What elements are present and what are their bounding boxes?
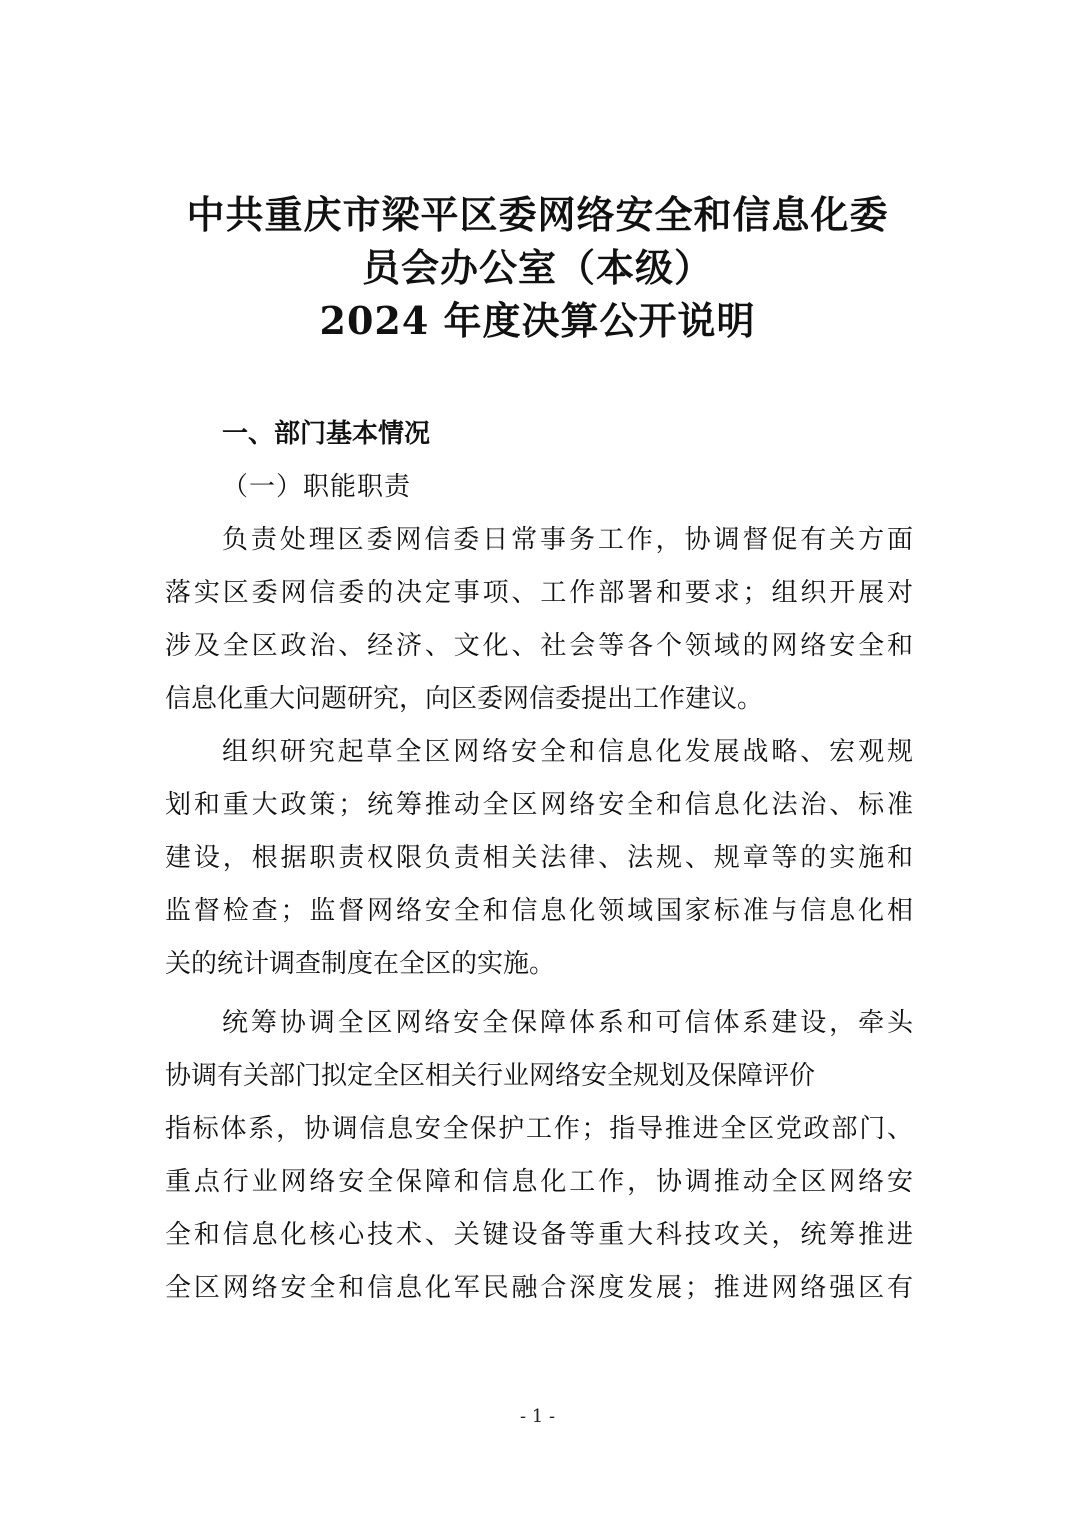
paragraph-1-line-3: 涉及全区政治、经济、文化、社会等各个领域的网络安全和 [165,631,913,661]
document-title-line-2: 员会办公室（本级） [361,245,713,290]
paragraph-1-line-1: 负责处理区委网信委日常事务工作，协调督促有关方面 [222,525,913,555]
paragraph-3-line-4: 重点行业网络安全保障和信息化工作，协调推动全区网络安 [165,1167,913,1197]
paragraph-2-line-3: 建设，根据职责权限负责相关法律、法规、规章等的实施和 [165,843,913,873]
paragraph-2-line-5: 关的统计调查制度在全区的实施。 [165,949,556,979]
paragraph-2-line-4: 监督检查；监督网络安全和信息化领域国家标准与信息化相 [165,896,913,926]
paragraph-1-line-2: 落实区委网信委的决定事项、工作部署和要求；组织开展对 [165,578,913,608]
document-title-line-3: 2024 年度决算公开说明 [319,298,756,343]
paragraph-3-line-3: 指标体系，协调信息安全保护工作；指导推进全区党政部门、 [165,1114,913,1144]
subsection-heading: （一）职能职责 [222,472,412,502]
document-title-line-1: 中共重庆市梁平区委网络安全和信息化委 [186,192,889,237]
paragraph-3-line-2: 协调有关部门拟定全区相关行业网络安全规划及保障评价 [165,1061,816,1091]
paragraph-3-line-5: 全和信息化核心技术、关键设备等重大科技攻关，统筹推进 [165,1220,913,1250]
paragraph-3-line-6: 全区网络安全和信息化军民融合深度发展；推进网络强区有 [165,1273,913,1303]
paragraph-2-line-2: 划和重大政策；统筹推动全区网络安全和信息化法治、标准 [165,790,913,820]
paragraph-2-line-1: 组织研究起草全区网络安全和信息化发展战略、宏观规 [222,737,913,767]
section-heading: 一、部门基本情况 [222,419,431,449]
page-number: - 1 - [519,1406,556,1427]
paragraph-1-line-4: 信息化重大问题研究，向区委网信委提出工作建议。 [165,684,764,714]
paragraph-3-line-1: 统筹协调全区网络安全保障体系和可信体系建设，牵头 [222,1008,913,1038]
